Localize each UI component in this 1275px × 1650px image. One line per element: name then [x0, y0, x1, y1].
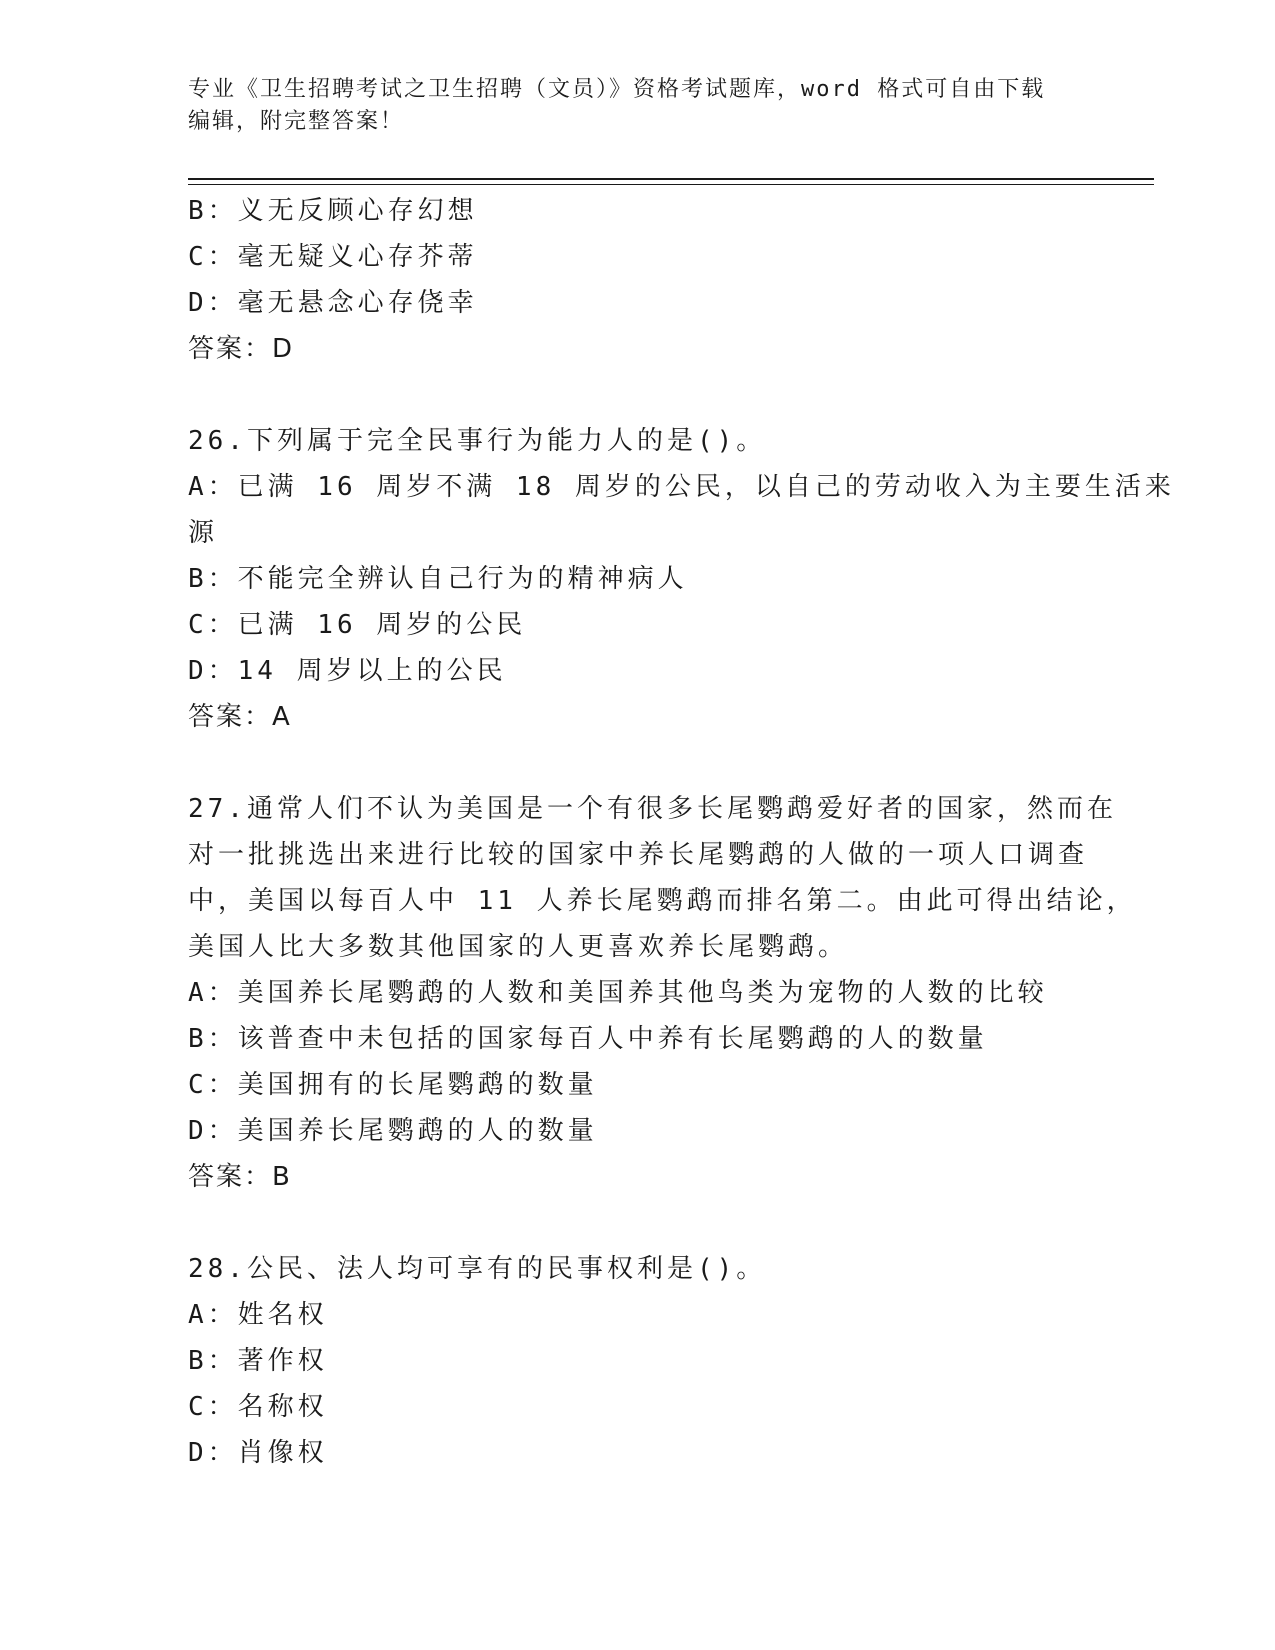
option-b: B：义无反顾心存幻想 — [188, 196, 478, 226]
document-header — [188, 74, 1088, 138]
option-c: C：毫无疑义心存芥蒂 — [188, 242, 478, 272]
option-d: D：肖像权 — [188, 1438, 328, 1468]
option-a: A：姓名权 — [188, 1300, 328, 1330]
option-c: C：已满 16 周岁的公民 — [188, 610, 527, 640]
header-line-2: 编辑，附完整答案！ — [188, 109, 405, 134]
question-27 — [188, 786, 1137, 1200]
question-25-continued — [188, 188, 1088, 372]
option-b: B：不能完全辨认自己行为的精神病人 — [188, 564, 688, 594]
question-stem: 28.公民、法人均可享有的民事权利是()。 — [188, 1254, 767, 1284]
answer-line: 答案：A — [188, 702, 292, 732]
answer-line: 答案：B — [188, 1162, 292, 1192]
option-a: A：美国养长尾鹦鹉的人数和美国养其他鸟类为宠物的人数的比较 — [188, 978, 1048, 1008]
option-d: D：美国养长尾鹦鹉的人的数量 — [188, 1116, 598, 1146]
question-stem-line-3: 中，美国以每百人中 11 人养长尾鹦鹉而排名第二。由此可得出结论， — [188, 886, 1137, 916]
spacer — [188, 740, 1088, 786]
answer-line: 答案：D — [188, 334, 295, 364]
option-d: D：14 周岁以上的公民 — [188, 656, 507, 686]
question-stem-line-2: 对一批挑选出来进行比较的国家中养长尾鹦鹉的人做的一项人口调查 — [188, 840, 1089, 870]
question-stem: 26.下列属于完全民事行为能力人的是()。 — [188, 426, 767, 456]
spacer — [188, 1200, 1088, 1246]
option-d: D：毫无悬念心存侥幸 — [188, 288, 478, 318]
question-26 — [188, 418, 1175, 740]
question-list — [188, 188, 1175, 1476]
option-a: A：已满 16 周岁不满 18 周岁的公民，以自己的劳动收入为主要生活来 — [188, 472, 1175, 502]
question-stem-line-4: 美国人比大多数其他国家的人更喜欢养长尾鹦鹉。 — [188, 932, 849, 962]
option-c: C：名称权 — [188, 1392, 328, 1422]
header-line-1: 专业《卫生招聘考试之卫生招聘（文员）》资格考试题库，word 格式可自由下载 — [188, 77, 1046, 102]
question-stem-line-1: 27.通常人们不认为美国是一个有很多长尾鹦鹉爱好者的国家，然而在 — [188, 794, 1117, 824]
header-rule-thin — [188, 184, 1154, 185]
option-a-continued: 源 — [188, 518, 219, 548]
header-rule-thick — [188, 178, 1154, 180]
question-28 — [188, 1246, 1088, 1476]
option-c: C：美国拥有的长尾鹦鹉的数量 — [188, 1070, 598, 1100]
spacer — [188, 372, 1088, 418]
option-b: B：著作权 — [188, 1346, 328, 1376]
option-b: B：该普查中未包括的国家每百人中养有长尾鹦鹉的人的数量 — [188, 1024, 988, 1054]
